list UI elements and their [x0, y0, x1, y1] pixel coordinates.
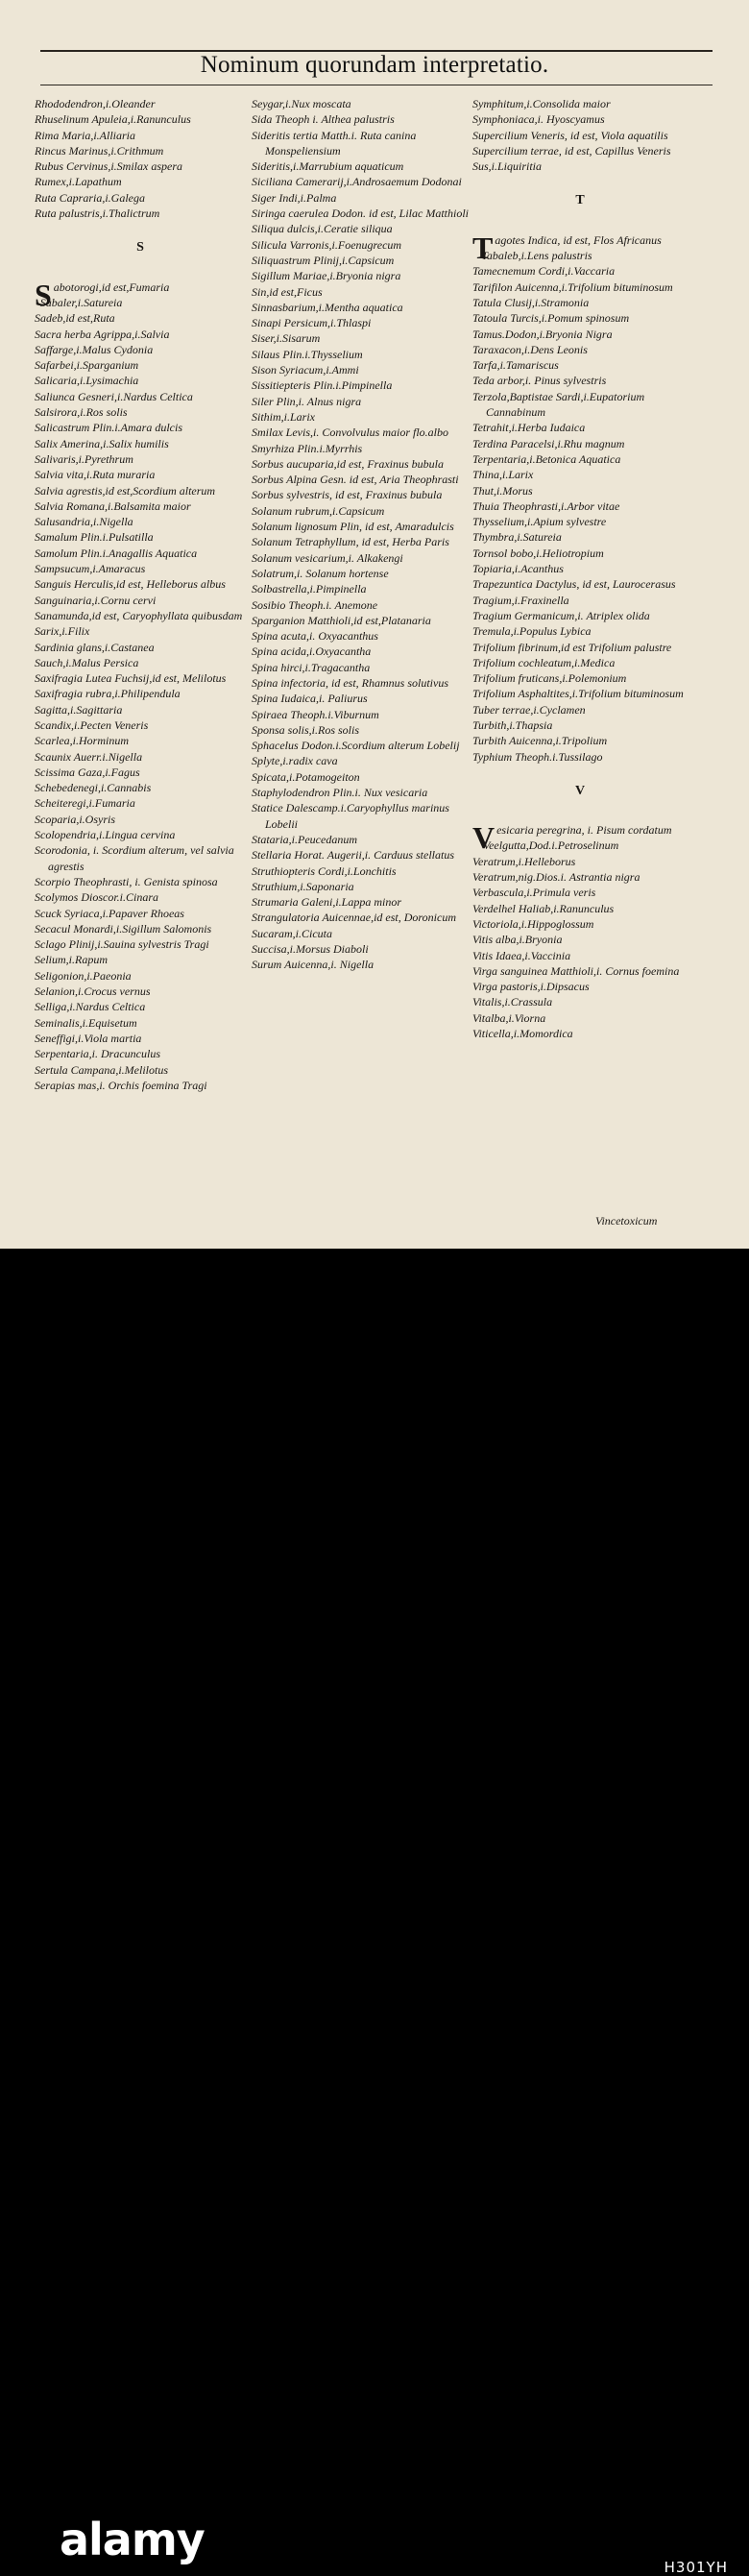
index-entry: Serpentaria,i. Dracunculus — [35, 1047, 160, 1061]
index-entry: Typhium Theoph.i.Tussilago — [472, 749, 603, 764]
index-entry: Sucaram,i.Cicuta — [252, 926, 332, 940]
index-entry: Sauch,i.Malus Persica — [35, 655, 139, 669]
index-entry: Rumex,i.Lapathum — [35, 175, 122, 189]
index-entry: Rima Maria,i.Alliaria — [35, 128, 135, 142]
index-entry: Succisa,i.Morsus Diaboli — [252, 942, 369, 957]
index-entry: Statice Dalescamp.i.Caryophyllus marinus Lobelii — [252, 801, 449, 831]
index-entry: Sanguis Herculis,id est, Helleborus albus — [35, 577, 226, 592]
index-entry: Salsirora,i.Ros solis — [35, 405, 128, 420]
index-entry: Sertula Campana,i.Melilotus — [35, 1062, 168, 1077]
watermark-bar — [0, 1249, 749, 2576]
index-entry: Tornsol bobo,i.Heliotropium — [472, 546, 604, 560]
image-id: H301YH — [664, 2559, 728, 2576]
index-entry: Rubus Cervinus,i.Smilax aspera — [35, 159, 182, 174]
index-entry: Trifolium Asphaltites,i.Trifolium bituminosum — [472, 687, 684, 701]
index-entry: Struthiopteris Cordi,i.Lonchitis — [252, 863, 397, 878]
index-entry: Salicastrum Plin.i.Amara dulcis — [35, 421, 182, 435]
index-entry: Spina Iudaica,i. Paliurus — [252, 692, 368, 706]
index-entry: Terpentaria,i.Betonica Aquatica — [472, 451, 621, 466]
section-letter: V — [574, 783, 586, 798]
book-page — [0, 0, 749, 1249]
index-entry: Thysselium,i.Apium sylvestre — [472, 515, 607, 529]
index-entry: Tarfa,i.Tamariscus — [472, 358, 559, 373]
index-entry: Sideritis,i.Marrubium aquaticum — [252, 159, 404, 174]
index-entry: Siliquastrum Plinij,i.Capsicum — [252, 253, 395, 267]
index-entry: Selliga,i.Nardus Celtica — [35, 1000, 146, 1014]
index-entry: Salivaris,i.Pyrethrum — [35, 451, 133, 466]
column-2 — [252, 96, 471, 973]
index-entry: Silaus Plin.i.Thysselium — [252, 347, 363, 361]
index-entry: Solatrum,i. Solanum hortense — [252, 566, 389, 580]
index-entry: Salicaria,i.Lysimachia — [35, 374, 139, 388]
index-entry: Sus,i.Liquiritia — [472, 159, 543, 174]
index-entry: Sclago Plinij,i.Sauina sylvestris Tragi — [35, 937, 209, 952]
index-entry: Trifolium fruticans,i.Polemonium — [472, 671, 627, 686]
index-entry: Smyrhiza Plin.i.Myrrhis — [252, 441, 363, 455]
index-entry: Rhuselinum Apuleia,i.Ranunculus — [35, 112, 191, 127]
index-entry: Sponsa solis,i.Ros solis — [252, 722, 360, 737]
index-entry: Supercilium Veneris, id est, Viola aquatilis — [472, 128, 668, 142]
index-entry: Saffarge,i.Malus Cydonia — [35, 342, 154, 356]
index-entry: Tuber terrae,i.Cyclamen — [472, 702, 586, 717]
index-entry: Samalum Plin.i.Pulsatilla — [35, 530, 154, 545]
index-entry: Spina hirci,i.Tragacantha — [252, 660, 371, 674]
index-entry: Saxifragia Lutea Fuchsij,id est, Melilotus — [35, 671, 227, 686]
index-entry: Tamecnemum Cordi,i.Vaccaria — [472, 264, 616, 279]
index-entry: Sabaler,i.Satureia — [39, 295, 123, 309]
index-entry: Stataria,i.Peucedanum — [252, 832, 357, 846]
index-entry: Scaunix Auerr.i.Nigella — [35, 749, 143, 764]
index-entry: Virga pastoris,i.Dipsacus — [472, 980, 590, 994]
index-entry: Turbith Auicenna,i.Tripolium — [472, 734, 608, 748]
index-entry: Siciliana Camerarij,i.Androsaemum Dodonai — [252, 175, 462, 189]
index-entry: Teda arbor,i. Pinus sylvestris — [472, 374, 607, 388]
index-entry: Rhododendron,i.Oleander — [35, 97, 156, 110]
index-entry: Tabaleb,i.Lens palustris — [481, 249, 592, 263]
index-entry: Safarbei,i.Sparganium — [35, 358, 139, 373]
index-entry: Verbascula,i.Primula veris — [472, 886, 596, 900]
index-entry: Sida Theoph i. Althea palustris — [252, 112, 395, 127]
index-entry: Thuia Theophrasti,i.Arbor vitae — [472, 498, 620, 513]
index-entry: Veratrum,nig.Dios.i. Astrantia nigra — [472, 870, 640, 885]
index-entry: Solanum rubrum,i.Capsicum — [252, 503, 385, 518]
index-entry: Sphacelus Dodon.i.Scordium alterum Lobelij — [252, 739, 460, 753]
index-entry: Supercilium terrae, id est, Capillus Veneris — [472, 143, 671, 158]
index-entry: Scheiteregi,i.Fumaria — [35, 796, 135, 811]
index-entry: Solbastrella,i.Pimpinella — [252, 582, 367, 596]
index-entry: Vitis Idaea,i.Vaccinia — [472, 948, 571, 962]
index-entry: Sacra herba Agrippa,i.Salvia — [35, 327, 170, 341]
index-entry: Selium,i.Rapum — [35, 953, 108, 967]
catchword: Vincetoxicum — [595, 1214, 658, 1227]
index-entry: Virga sanguinea Matthioli,i. Cornus foemina — [472, 963, 680, 978]
index-entry: Thut,i.Morus — [472, 483, 533, 498]
index-entry: Solanum lignosum Plin, id est, Amaradulcis — [252, 520, 454, 534]
index-entry: Sithim,i.Larix — [252, 409, 316, 424]
index-entry: Topiaria,i.Acanthus — [472, 562, 564, 576]
index-entry: Tragium,i.Fraxinella — [472, 593, 569, 607]
index-entry: Struthium,i.Saponaria — [252, 879, 354, 893]
index-entry: Sanamunda,id est, Caryophyllata quibusdam — [35, 608, 243, 622]
index-entry: Viticella,i.Momordica — [472, 1027, 573, 1041]
column-3 — [472, 96, 688, 1041]
index-entry: Spina infectoria, id est, Rhamnus solutivus — [252, 675, 448, 690]
index-entry: Scolymos Dioscor.i.Cinara — [35, 890, 158, 905]
index-entry: Sigillum Mariae,i.Bryonia nigra — [252, 269, 401, 283]
index-entry: Scissima Gaza,i.Fagus — [35, 765, 140, 779]
index-entry: Siser,i.Sisarum — [252, 331, 321, 346]
index-entry: Spicata,i.Potamogeiton — [252, 769, 360, 784]
index-entry: Staphylodendron Plin.i. Nux vesicaria — [252, 786, 428, 800]
index-entry: Taraxacon,i.Dens Leonis — [472, 342, 588, 356]
index-entry: Solanum Tetraphyllum, id est, Herba Paris — [252, 535, 449, 549]
index-entry: Tatula Clusij,i.Stramonia — [472, 295, 590, 309]
index-entry: Selanion,i.Crocus vernus — [35, 984, 151, 999]
index-entry: Strumaria Galeni,i.Lappa minor — [252, 895, 402, 910]
index-entry: Verdelhel Haliab,i.Ranunculus — [472, 901, 615, 915]
index-entry: Saxifragia rubra,i.Philipendula — [35, 687, 181, 701]
index-entry: Spina acida,i.Oxyacantha — [252, 644, 372, 659]
index-entry: Samolum Plin.i.Anagallis Aquatica — [35, 546, 198, 560]
index-entry: Stellaria Horat. Augerii,i. Carduus stellatus — [252, 848, 455, 863]
index-entry: Turbith,i.Thapsia — [472, 717, 553, 732]
index-entry: Tatoula Turcis,i.Pomum spinosum — [472, 311, 630, 326]
index-entry: Siringa caerulea Dodon. id est, Lilac Matthioli — [252, 207, 469, 221]
index-entry: Sampsucum,i.Amaracus — [35, 562, 146, 576]
index-entry: Surum Auicenna,i. Nigella — [252, 958, 374, 972]
index-entry: Scorpio Theophrasti, i. Genista spinosa — [35, 874, 218, 888]
index-entry: Thina,i.Larix — [472, 468, 534, 482]
index-entry: Siler Plin,i. Alnus nigra — [252, 394, 362, 408]
index-entry: Tarifilon Auicenna,i.Trifolium bituminosum — [472, 279, 673, 294]
index-entry: Siliqua dulcis,i.Ceratie siliqua — [252, 222, 393, 236]
index-entry: Sorbus sylvestris, id est, Fraxinus bubula — [252, 488, 443, 502]
index-entry: Sinnasbarium,i.Mentha aquatica — [252, 300, 403, 314]
index-entry: Sinapi Persicum,i.Thlaspi — [252, 316, 372, 330]
index-entry: Sison Syriacum,i.Ammi — [252, 363, 359, 377]
index-entry: Terdina Paracelsi,i.Rhu magnum — [472, 436, 625, 450]
index-entry: Sorbus Alpina Gesn. id est, Aria Theophrasti — [252, 473, 459, 487]
index-entry: Serapias mas,i. Orchis foemina Tragi — [35, 1078, 207, 1092]
index-entry: Scorodonia, i. Scordium alterum, vel salvia agrestis — [35, 843, 234, 873]
index-entry: Sin,id est,Ficus — [252, 284, 323, 299]
index-entry: Sosibio Theoph.i. Anemone — [252, 597, 378, 612]
index-entry: Sissitiepteris Plin.i.Pimpinella — [252, 378, 393, 393]
index-entry: Secacul Monardi,i.Sigillum Salomonis — [35, 921, 212, 936]
index-entry: Salvia vita,i.Ruta muraria — [35, 468, 156, 482]
index-entry: Salusandria,i.Nigella — [35, 515, 133, 529]
index-entry: Scolopendria,i.Lingua cervina — [35, 828, 176, 842]
index-entry: Seligonion,i.Paeonia — [35, 968, 132, 983]
index-entry: Sideritis tertia Matth.i. Ruta canina Monspeliensium — [252, 128, 417, 158]
column-1 — [35, 96, 246, 1093]
index-entry: Ruta palustris,i.Thalictrum — [35, 207, 160, 221]
index-entry: Strangulatoria Auicennae,id est, Doronicum — [252, 911, 456, 925]
index-entry: Sarix,i.Filix — [35, 624, 90, 639]
index-entry: Thymbra,i.Satureia — [472, 530, 562, 545]
index-entry: Spiraea Theoph.i.Viburnum — [252, 707, 379, 721]
index-entry: Sabotorogi,id est,Fumaria — [35, 277, 170, 312]
index-entry: Splyte,i.radix cava — [252, 754, 338, 768]
index-entry: Scandix,i.Pecten Veneris — [35, 717, 149, 732]
index-entry: Sparganion Matthioli,id est,Platanaria — [252, 613, 431, 627]
index-entry: Scarlea,i.Horminum — [35, 734, 129, 748]
index-entry: Solanum vesicarium,i. Alkakengi — [252, 550, 403, 565]
index-entry: Smilax Levis,i. Convolvulus maior flo.albo — [252, 425, 448, 440]
index-entry: Tremula,i.Populus Lybica — [472, 624, 592, 639]
index-entry: Trifolium cochleatum,i.Medica — [472, 655, 616, 669]
index-entry: Vesicaria peregrina, i. Pisum cordatum — [472, 820, 672, 856]
index-entry: Vitis alba,i.Bryonia — [472, 933, 563, 947]
index-entry: Spina acuta,i. Oxyacanthus — [252, 629, 378, 644]
index-entry: Seneffigi,i.Viola martia — [35, 1031, 142, 1045]
index-entry: Sagitta,i.Sagittaria — [35, 702, 123, 717]
index-entry: Sanguinaria,i.Cornu cervi — [35, 593, 157, 607]
index-entry: Tagotes Indica, id est, Flos Africanus — [472, 230, 662, 265]
index-entry: Veelgutta,Dod.i.Petroselinum — [483, 838, 619, 853]
index-entry: Ruta Capraria,i.Galega — [35, 190, 146, 205]
index-entry: Silicula Varronis,i.Foenugrecum — [252, 237, 402, 252]
index-entry: Sorbus aucuparia,id est, Fraxinus bubula — [252, 456, 444, 471]
index-entry: Veratrum,i.Helleborus — [472, 854, 576, 868]
index-entry: Rincus Marinus,i.Crithmum — [35, 143, 164, 158]
index-entry: Trapezuntica Dactylus, id est, Laurocerasus — [472, 577, 676, 592]
index-entry: Tamus.Dodon,i.Bryonia Nigra — [472, 327, 613, 341]
index-entry: Scuck Syriaca,i.Papaver Rhoeas — [35, 906, 184, 920]
index-entry: Vitalba,i.Viorna — [472, 1010, 546, 1025]
index-entry: Tetrahit,i.Herba Iudaica — [472, 421, 586, 435]
index-entry: Seminalis,i.Equisetum — [35, 1015, 137, 1030]
index-entry: Schebedenegi,i.Cannabis — [35, 781, 152, 795]
index-entry: Saliunca Gesneri,i.Nardus Celtica — [35, 389, 193, 403]
index-entry: Scoparia,i.Osyris — [35, 812, 115, 826]
index-entry: Trifolium fibrinum,id est Trifolium palustre — [472, 640, 672, 654]
index-entry: Salvia Romana,i.Balsamita maior — [35, 498, 191, 513]
index-entry: Salix Amerina,i.Salix humilis — [35, 436, 169, 450]
index-entry: Victoriola,i.Hippoglossum — [472, 916, 594, 931]
section-letter: T — [575, 193, 585, 208]
index-entry: Vitalis,i.Crassula — [472, 995, 553, 1009]
section-letter: S — [136, 240, 144, 255]
index-entry: Symphoniaca,i. Hyoscyamus — [472, 112, 605, 127]
brand-logo: alamy — [60, 2514, 205, 2565]
index-entry: Siger Indi,i.Palma — [252, 190, 337, 205]
index-entry: Seygar,i.Nux moscata — [252, 97, 351, 110]
index-entry: Salvia agrestis,id est,Scordium alterum — [35, 483, 216, 498]
index-entry: Terzola,Baptistae Sardi,i.Eupatorium Cannabinum — [472, 389, 645, 420]
index-entry: Sardinia glans,i.Castanea — [35, 640, 155, 654]
index-entry: Tragium Germanicum,i. Atriplex olida — [472, 608, 650, 622]
index-entry: Symphitum,i.Consolida maior — [472, 97, 611, 110]
page-title: Nominum quorundam interpretatio. — [200, 52, 549, 78]
index-entry: Sadeb,id est,Ruta — [35, 311, 115, 326]
